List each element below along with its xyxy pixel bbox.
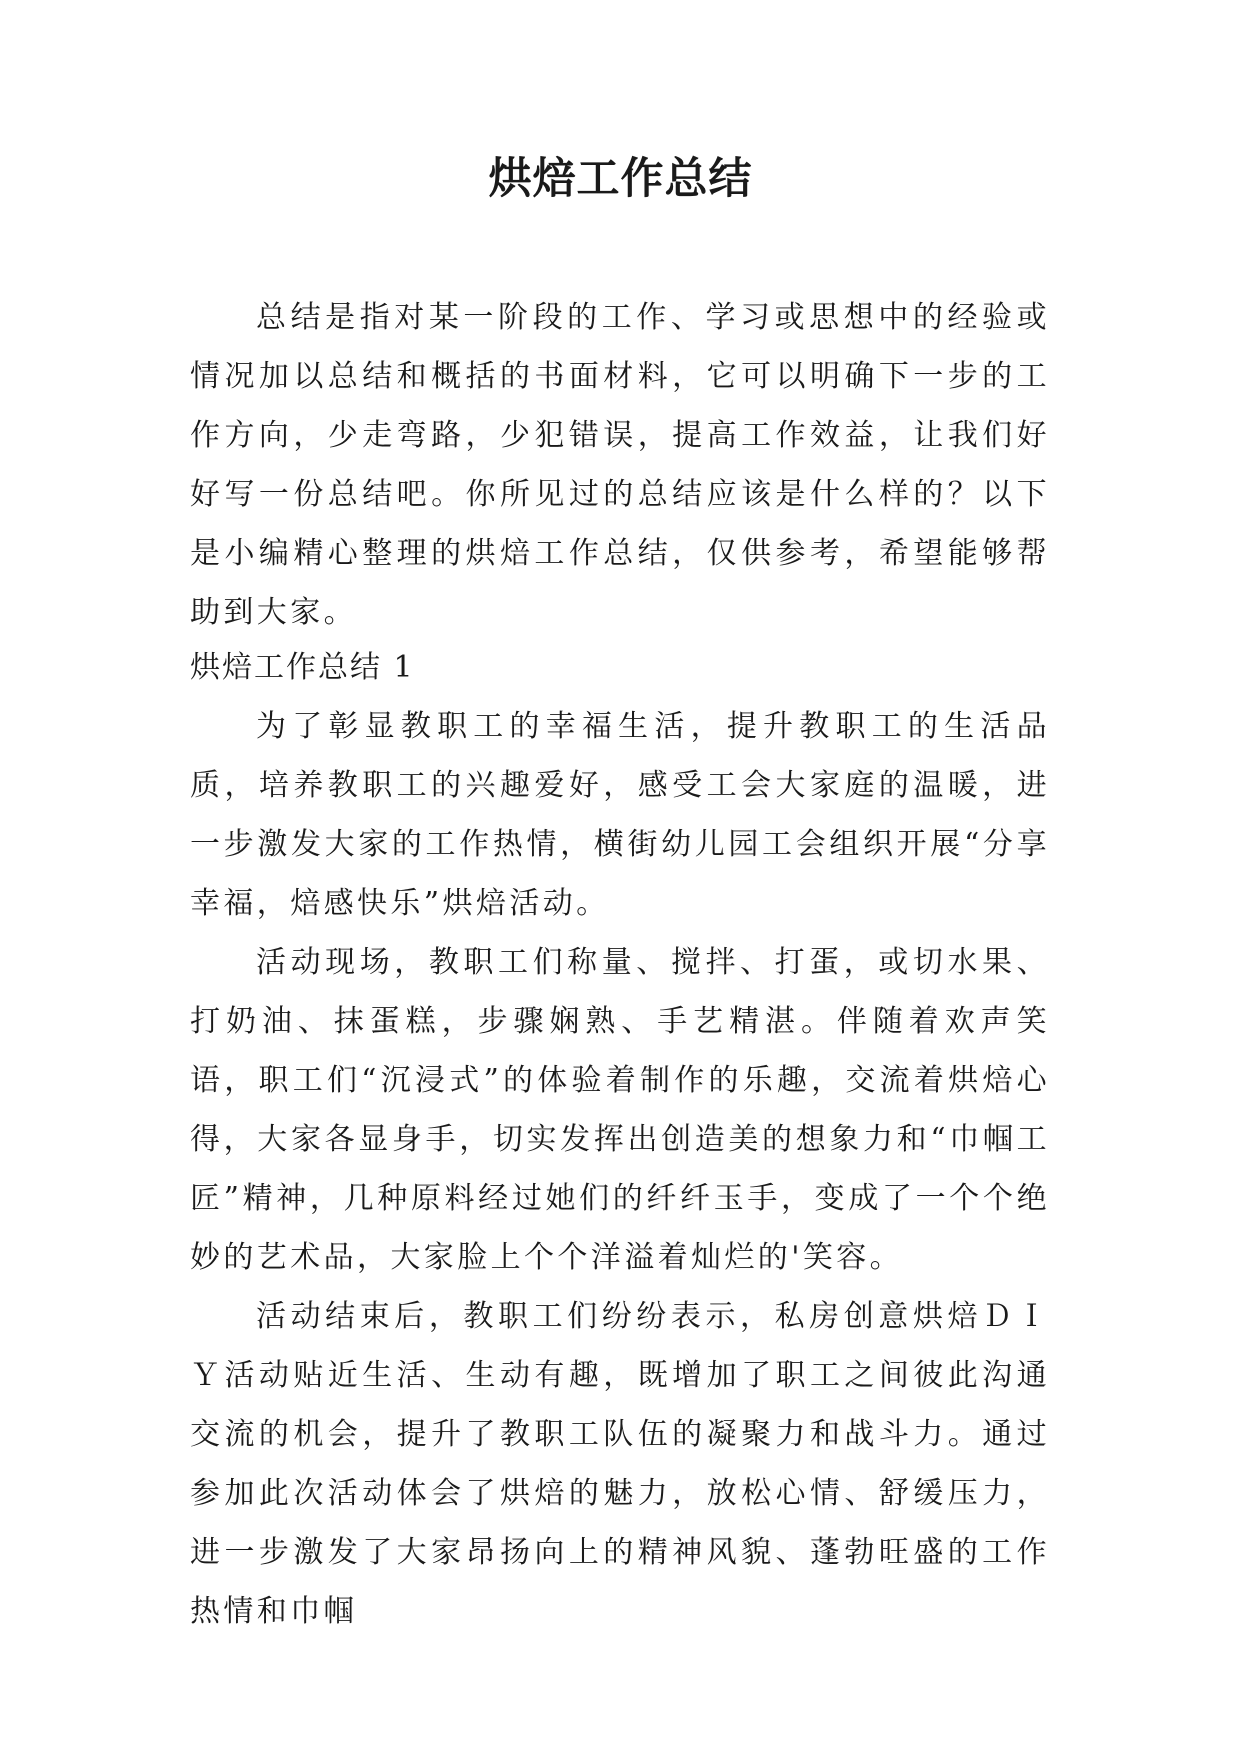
- intro-paragraph: 总结是指对某一阶段的工作、学习或思想中的经验或情况加以总结和概括的书面材料，它可以明确下一步的工作方向，少走弯路，少犯错误，提高工作效益，让我们好好写一份总结吧。你所见过的总结应该是什么样的？以下是小编精心整理的烘焙工作总结，仅供参考，希望能够帮助到大家。: [190, 300, 1050, 630]
- document-title: 烘焙工作总结: [488, 154, 753, 204]
- body-paragraph-1: 为了彰显教职工的幸福生活，提升教职工的生活品质，培养教职工的兴趣爱好，感受工会大家庭的温暖，进一步激发大家的工作热情，横街幼儿园工会组织开展“分享幸福，焙感快乐”烘焙活动。: [190, 709, 1050, 921]
- body-paragraph-2: 活动现场，教职工们称量、搅拌、打蛋，或切水果、打奶油、抹蛋糕，步骤娴熟、手艺精湛。伴随着欢声笑语，职工们“沉浸式”的体验着制作的乐趣，交流着烘焙心得，大家各显身手，切实发挥出创造美的想象力和“巾帼工匠”精神，几种原料经过她们的纤纤玉手，变成了一个个绝妙的艺术品，大家脸上个个洋溢着灿烂的'笑容。: [190, 945, 1050, 1275]
- section-heading: 烘焙工作总结 1: [190, 650, 415, 685]
- section-body: [190, 697, 1050, 1641]
- intro-block: [190, 288, 1050, 642]
- body-paragraph-3: 活动结束后，教职工们纷纷表示，私房创意烘焙ＤＩＹ活动贴近生活、生动有趣，既增加了职工之间彼此沟通交流的机会，提升了教职工队伍的凝聚力和战斗力。通过参加此次活动体会了烘焙的魅力，放松心情、舒缓压力，进一步激发了大家昂扬向上的精神风貌、蓬勃旺盛的工作热情和巾帼: [190, 1299, 1050, 1629]
